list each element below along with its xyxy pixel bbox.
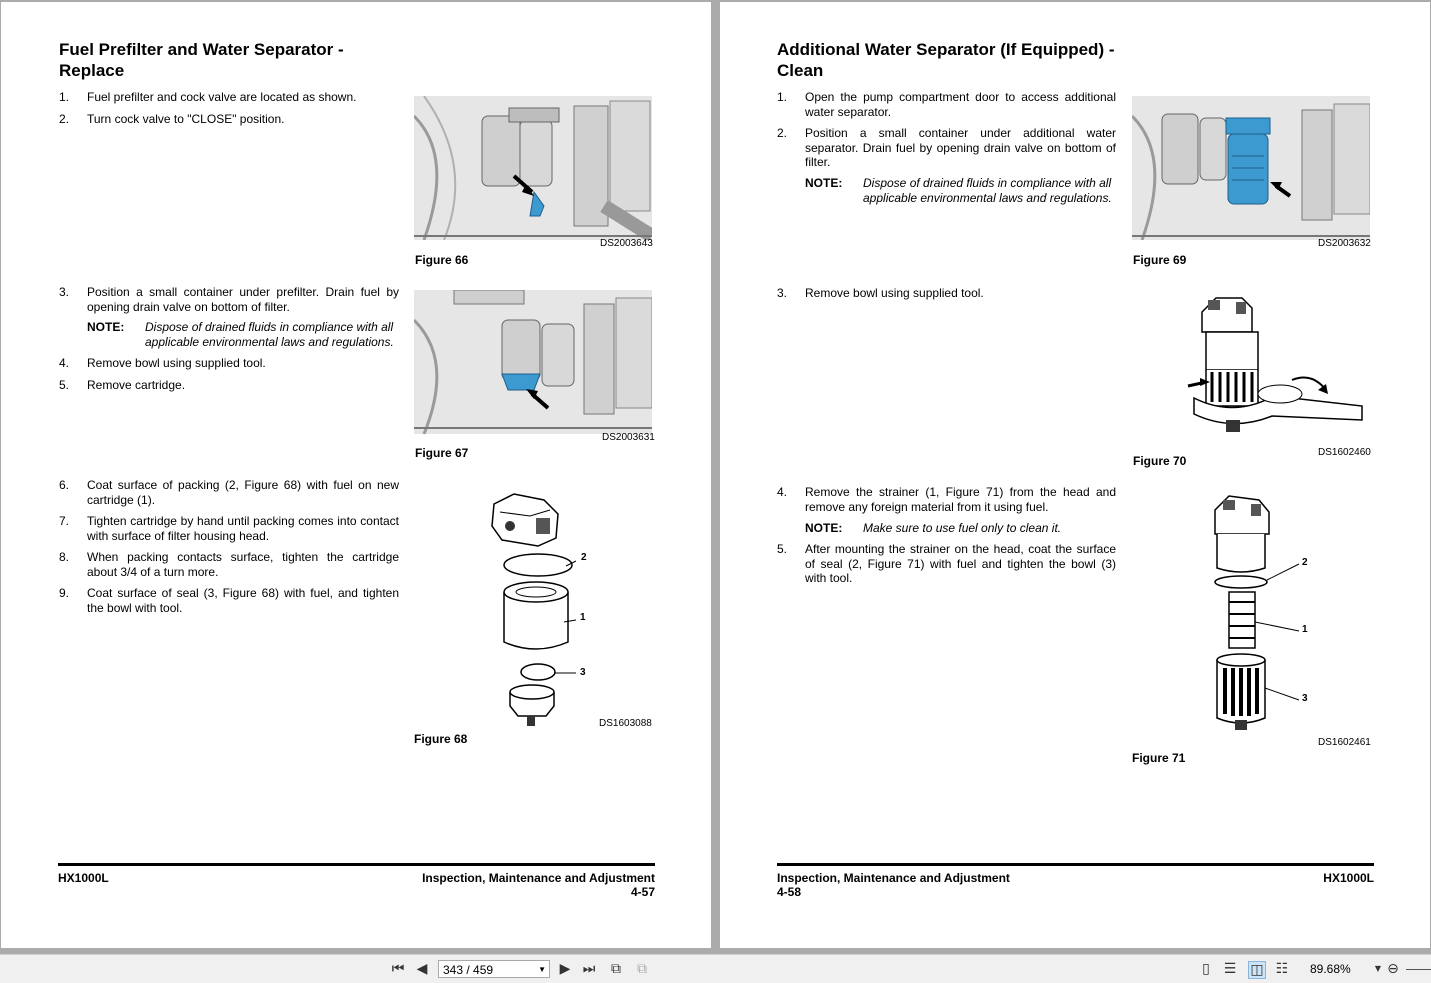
step-item xyxy=(59,550,399,580)
note-text: Make sure to use fuel only to clean it. xyxy=(863,521,1062,535)
zoom-dropdown-icon[interactable]: ▼ xyxy=(1374,964,1382,973)
figure-67-photo xyxy=(414,290,652,434)
figure-code: DS1603088 xyxy=(599,718,652,729)
figure-67 xyxy=(414,290,654,465)
step-text: Coat surface of seal (3, Figure 68) with fuel, and tighten the bowl with tool. xyxy=(87,586,399,615)
step-number: 2. xyxy=(59,112,70,126)
callout-3: 3 xyxy=(580,667,586,678)
step-text: When packing contacts surface, tighten the cartridge about 3/4 of a turn more. xyxy=(87,550,399,579)
figure-68-drawing xyxy=(414,482,654,732)
callout-3: 3 xyxy=(1302,693,1308,704)
step-number: 8. xyxy=(59,550,70,564)
page-number: 4-58 xyxy=(777,885,802,899)
two-page-view-icon[interactable]: ◫ xyxy=(1248,961,1266,979)
figure-71-drawing xyxy=(1131,492,1371,742)
figure-caption: Figure 69 xyxy=(1133,253,1187,267)
right-page xyxy=(720,2,1430,948)
title-line-2: Replace xyxy=(59,61,125,80)
left-page xyxy=(1,2,711,948)
callout-2: 2 xyxy=(1302,557,1308,568)
zoom-slider[interactable] xyxy=(1406,969,1431,970)
step-text: Remove cartridge. xyxy=(87,378,186,392)
figure-66-photo xyxy=(414,96,652,240)
step-number: 5. xyxy=(777,542,788,556)
first-page-icon[interactable]: ⏮ xyxy=(391,961,405,977)
step-number: 1. xyxy=(777,90,788,104)
step-item xyxy=(777,542,1117,586)
figure-68 xyxy=(414,482,654,747)
figure-code: DS1602461 xyxy=(1318,737,1371,748)
footer-rule xyxy=(58,863,655,866)
figure-caption: Figure 68 xyxy=(414,732,468,746)
step-number: 5. xyxy=(59,378,70,392)
title-line-2: Clean xyxy=(777,61,824,80)
step-text: Coat surface of packing (2, Figure 68) with fuel on new cartridge (1). xyxy=(87,478,399,507)
figure-caption: Figure 67 xyxy=(415,446,469,460)
note xyxy=(805,521,1117,536)
figure-code: DS1602460 xyxy=(1318,447,1371,458)
step-text: Fuel prefilter and cock valve are located as shown. xyxy=(87,90,357,104)
figure-71 xyxy=(1131,492,1371,772)
figure-code: DS2003643 xyxy=(600,238,653,249)
previous-view-icon[interactable]: ⧉ xyxy=(611,961,621,977)
step-text: Tighten cartridge by hand until packing comes into contact with surface of filter housing head. xyxy=(87,514,399,543)
footer-rule xyxy=(777,863,1374,866)
step-item xyxy=(59,514,399,544)
chevron-down-icon[interactable]: ▼ xyxy=(538,965,546,974)
footer-section: Inspection, Maintenance and Adjustment xyxy=(422,871,655,885)
two-page-continuous-view-icon[interactable]: ☷ xyxy=(1275,961,1289,977)
note-label: NOTE: xyxy=(805,521,843,535)
last-page-icon[interactable]: ⏭ xyxy=(582,961,596,977)
step-item xyxy=(59,112,399,127)
step-item xyxy=(59,378,399,393)
note xyxy=(805,176,1117,206)
page-title xyxy=(777,39,1115,81)
step-text: Remove bowl using supplied tool. xyxy=(87,356,266,370)
next-view-icon[interactable]: ⧉ xyxy=(637,961,647,977)
callout-2: 2 xyxy=(581,552,587,563)
step-item xyxy=(59,356,399,371)
footer-section: Inspection, Maintenance and Adjustment xyxy=(777,871,1010,885)
note xyxy=(87,320,399,350)
note-label: NOTE: xyxy=(805,176,843,190)
figure-code: DS2003632 xyxy=(1318,238,1371,249)
page-number: 4-57 xyxy=(630,885,655,899)
step-text: Turn cock valve to "CLOSE" position. xyxy=(87,112,285,126)
step-number: 4. xyxy=(59,356,70,370)
figure-69 xyxy=(1132,96,1372,271)
step-text: After mounting the strainer on the head, coat the surface of seal (2, Figure 71) with fuel and tighten the bowl (3) with tool. xyxy=(805,542,1116,585)
figure-70 xyxy=(1132,290,1372,470)
figure-66 xyxy=(414,96,654,271)
step-number: 2. xyxy=(777,126,788,140)
figure-code: DS2003631 xyxy=(602,432,655,443)
figure-caption: Figure 66 xyxy=(415,253,469,267)
step-number: 6. xyxy=(59,478,70,492)
page-title xyxy=(59,39,344,81)
callout-1: 1 xyxy=(580,612,586,623)
step-item xyxy=(777,126,1117,170)
step-item xyxy=(59,478,399,508)
step-item xyxy=(59,285,399,315)
zoom-level[interactable]: 89.68% xyxy=(1310,962,1351,976)
step-item xyxy=(777,286,1117,301)
step-number: 4. xyxy=(777,485,788,499)
note-text: Dispose of drained fluids in compliance with all applicable environmental laws and regulations. xyxy=(863,176,1112,205)
title-line-1: Additional Water Separator (If Equipped) - xyxy=(777,40,1115,59)
figure-69-photo xyxy=(1132,96,1370,240)
title-line-1: Fuel Prefilter and Water Separator - xyxy=(59,40,344,59)
step-number: 7. xyxy=(59,514,70,528)
step-item xyxy=(777,485,1117,515)
step-number: 9. xyxy=(59,586,70,600)
step-number: 3. xyxy=(59,285,70,299)
step-item xyxy=(777,90,1117,120)
step-text: Remove bowl using supplied tool. xyxy=(805,286,984,300)
continuous-view-icon[interactable]: ☰ xyxy=(1223,961,1237,977)
step-item xyxy=(59,586,399,616)
previous-page-icon[interactable]: ◀ xyxy=(416,961,428,977)
step-text: Position a small container under prefilter. Drain fuel by opening drain valve on bottom of filter. xyxy=(87,285,399,314)
figure-caption: Figure 71 xyxy=(1132,751,1186,765)
step-number: 1. xyxy=(59,90,70,104)
zoom-out-icon[interactable]: ⊖ xyxy=(1387,961,1399,977)
callout-1: 1 xyxy=(1302,624,1308,635)
step-number: 3. xyxy=(777,286,788,300)
page-indicator: 343 / 459 xyxy=(443,963,494,977)
step-item xyxy=(59,90,399,105)
viewer-toolbar xyxy=(0,954,1431,983)
step-text: Open the pump compartment door to access additional water separator. xyxy=(805,90,1116,119)
step-text: Remove the strainer (1, Figure 71) from the head and remove any foreign material from it using fuel. xyxy=(805,485,1116,514)
note-label: NOTE: xyxy=(87,320,125,334)
note-text: Dispose of drained fluids in compliance with all applicable environmental laws and regulations. xyxy=(145,320,394,349)
step-text: Position a small container under additional water separator. Drain fuel by opening drain valve on bottom of filter. xyxy=(805,126,1116,169)
figure-70-drawing xyxy=(1132,290,1372,440)
page-number-input[interactable] xyxy=(438,960,550,978)
figure-caption: Figure 70 xyxy=(1133,454,1187,468)
footer-model: HX1000L xyxy=(58,871,109,885)
single-page-view-icon[interactable]: ▯ xyxy=(1202,961,1210,977)
footer-model: HX1000L xyxy=(1323,871,1374,885)
next-page-icon[interactable]: ▶ xyxy=(559,961,571,977)
